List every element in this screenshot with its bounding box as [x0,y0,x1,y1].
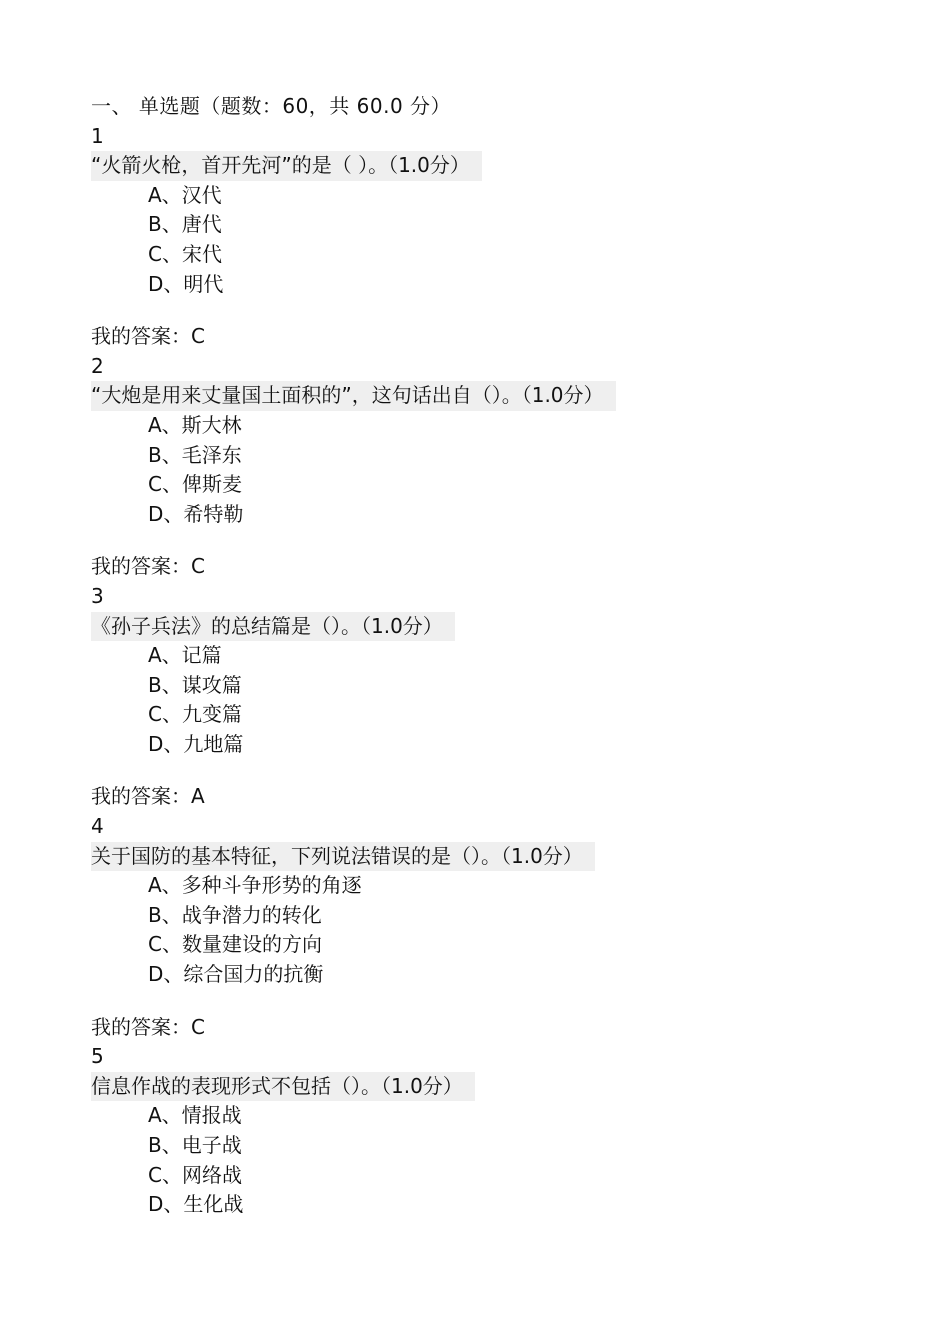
question-block [91,812,911,1042]
my-answer-label: 我的答案： [91,1014,191,1039]
option-c: C、俾斯麦 [148,472,242,497]
option-d: D、九地篇 [148,731,244,756]
question-block [91,1042,911,1220]
question-text: 关于国防的基本特征，下列说法错误的是（）。（1.0分） [91,842,595,872]
my-answer-value: C [191,1014,205,1039]
question-text: 信息作战的表现形式不包括（）。（1.0分） [91,1072,475,1102]
option-b: B、谋攻篇 [148,672,242,697]
my-answer [91,552,911,582]
question-text: 《孙子兵法》的总结篇是（）。（1.0分） [91,612,455,642]
question-block [91,122,911,352]
option-a: A、情报战 [148,1103,242,1128]
question-block [91,582,911,812]
question-number: 4 [91,814,104,839]
my-answer [91,322,911,352]
option-d: D、明代 [148,271,224,296]
my-answer-value: C [191,324,205,349]
question-text: “大炮是用来丈量国土面积的”，这句话出自（）。（1.0分） [91,381,616,411]
option-a: A、斯大林 [148,412,242,437]
question-block [91,352,911,582]
document-page [91,92,911,1220]
option-d: D、希特勒 [148,501,244,526]
section-title: 一、 单选题（题数：60，共 60.0 分） [91,94,452,118]
option-b: B、战争潜力的转化 [148,902,322,927]
option-c: C、九变篇 [148,702,242,727]
my-answer-value: C [191,554,205,579]
option-c: C、宋代 [148,241,222,266]
my-answer-label: 我的答案： [91,324,191,349]
question-number: 3 [91,583,104,608]
option-d: D、生化战 [148,1192,244,1217]
spacer [91,759,911,782]
option-c: C、网络战 [148,1162,242,1187]
my-answer [91,782,911,812]
option-c: C、数量建设的方向 [148,932,322,957]
question-number: 5 [91,1044,104,1069]
question-number: 1 [91,123,104,148]
option-a: A、汉代 [148,182,222,207]
question-text: “火箭火枪，首开先河”的是（ ）。（1.0分） [91,151,482,181]
spacer [91,299,911,322]
option-a: A、多种斗争形势的角逐 [148,873,362,898]
spacer [91,529,911,552]
option-d: D、综合国力的抗衡 [148,962,324,987]
option-b: B、电子战 [148,1133,242,1157]
my-answer-label: 我的答案： [91,784,191,809]
option-a: A、记篇 [148,643,222,668]
my-answer [91,1013,911,1043]
question-number: 2 [91,353,104,378]
my-answer-label: 我的答案： [91,554,191,579]
my-answer-value: A [191,784,205,809]
option-b: B、毛泽东 [148,442,242,467]
spacer [91,990,911,1013]
option-b: B、唐代 [148,212,222,237]
